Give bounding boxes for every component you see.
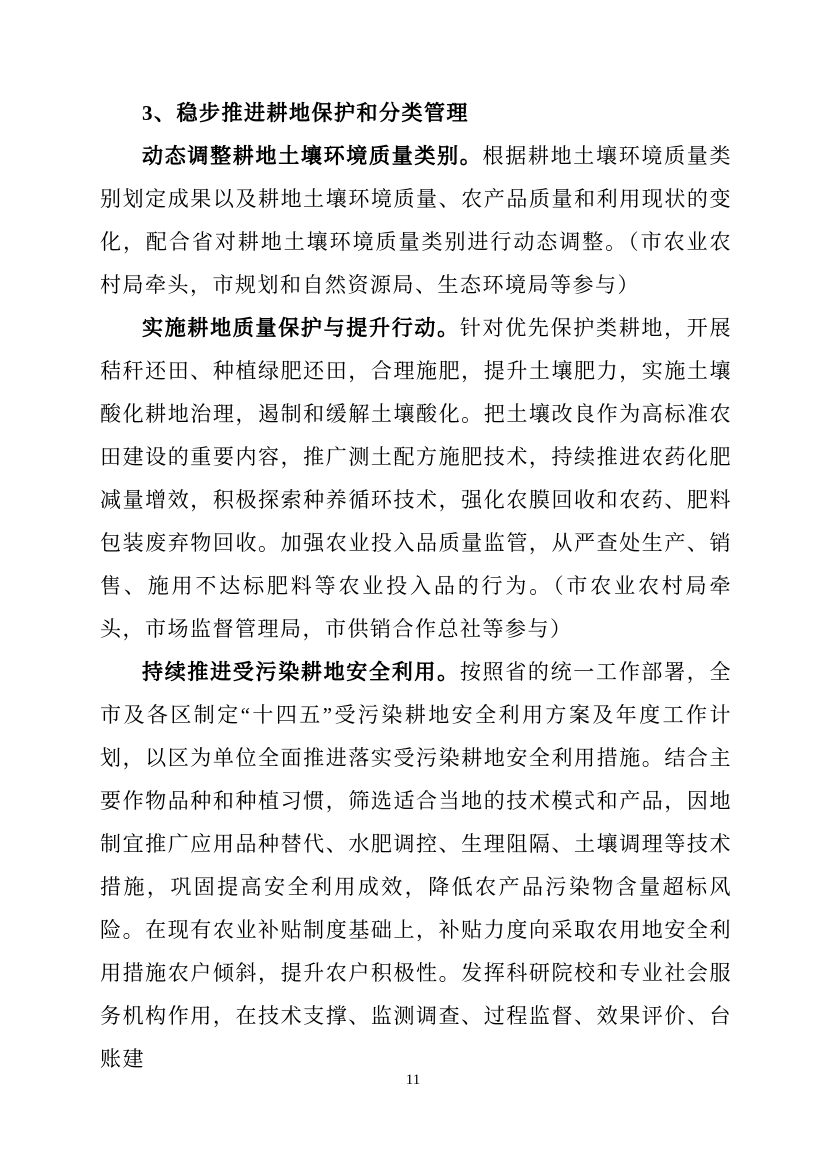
paragraph-3-body: 按照省的统一工作部署，全市及各区制定“十四五”受污染耕地安全利用方案及年度工作计划，以区为单位全面推进落实受污染耕地安全利用措施。结合主要作物品种和种植习惯，筛选适合当地的技术模式和产品，因地制宜推广应用品种替代、水肥调控、生理阻隔、土壤调理等技术措施，巩固提高安全利用成效，降低农产品污染物含量超标风险。在现有农业补贴制度基础上，补贴力度向采取农用地安全利用措施农户倾斜，提升农户积极性。发挥科研院校和专业社会服务机构作用，在技术支撑、监测调查、过程监督、效果评价、台账建: [100, 660, 733, 1071]
paragraph-3: [100, 651, 732, 1081]
section-heading: 3、稳步推进耕地保护和分类管理: [142, 101, 469, 125]
paragraph-1-lead: 动态调整耕地土壤环境质量类别。: [142, 144, 483, 168]
document-content: [100, 92, 732, 1081]
paragraph-1: [100, 135, 732, 307]
paragraph-2-body: 针对优先保护类耕地，开展秸秆还田、种植绿肥还田，合理施肥，提升土壤肥力，实施土壤酸化耕地治理，遏制和缓解土壤酸化。把土壤改良作为高标准农田建设的重要内容，推广测土配方施肥技术，持续推进农药化肥减量增效，积极探索种养循环技术，强化农膜回收和农药、肥料包装废弃物回收。加强农业投入品质量监管，从严查处生产、销售、施用不达标肥料等农业投入品的行为。（市农业农村局牵头，市场监督管理局，市供销合作总社等参与）: [100, 316, 733, 641]
paragraph-1-body: 根据耕地土壤环境质量类别划定成果以及耕地土壤环境质量、农产品质量和利用现状的变化，配合省对耕地土壤环境质量类别进行动态调整。（市农业农村局牵头，市规划和自然资源局、生态环境局等参与）: [100, 144, 732, 297]
paragraph-2: [100, 307, 732, 651]
paragraph-3-lead: 持续推进受污染耕地安全利用。: [142, 660, 460, 684]
page-number: 11: [405, 1072, 421, 1088]
paragraph-2-lead: 实施耕地质量保护与提升行动。: [142, 316, 460, 340]
